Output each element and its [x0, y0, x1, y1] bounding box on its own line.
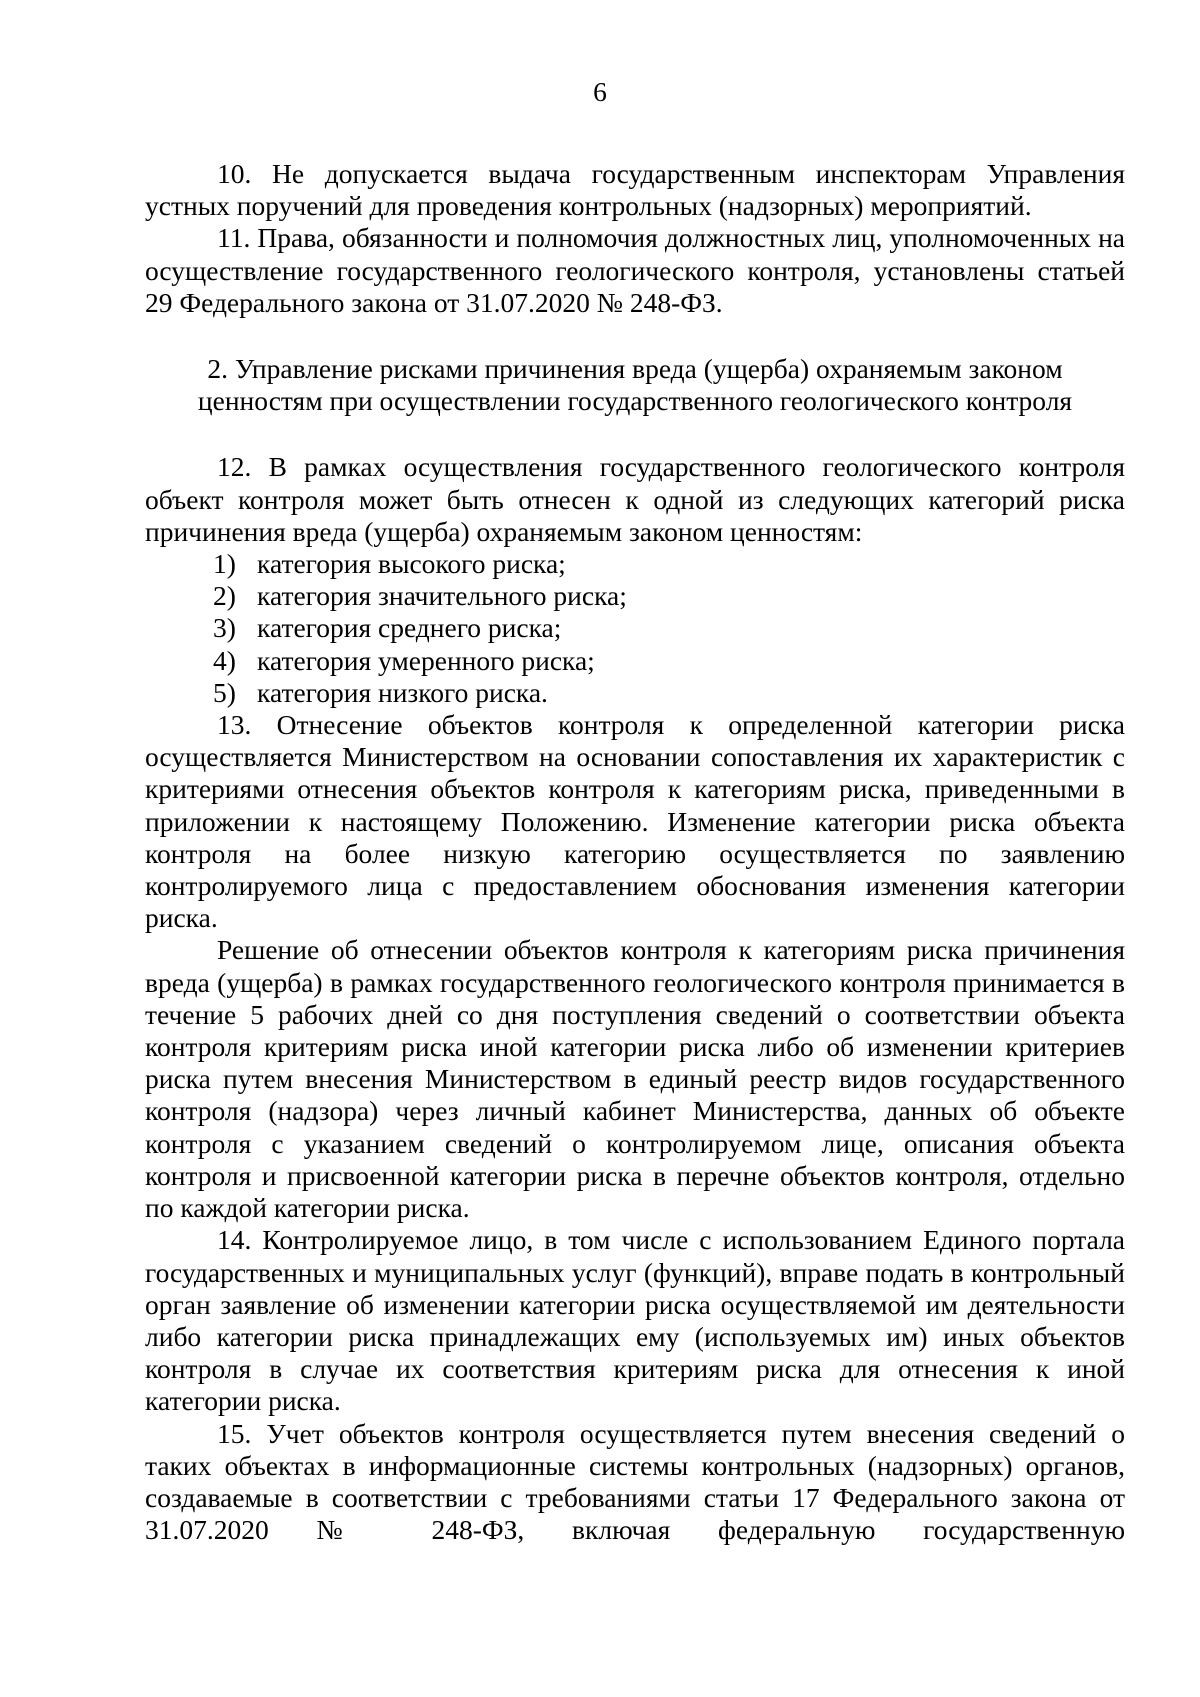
section-heading-line-2: ценностям при осуществлении государственного геологического контроля — [197, 385, 1073, 417]
list-item — [145, 677, 1125, 709]
risk-category-list — [145, 548, 1125, 709]
section-heading-line-1: 2. Управление рисками причинения вреда (ущерба) охраняемым законом — [207, 353, 1063, 385]
page-number: 6 — [593, 76, 607, 107]
list-item-number: 2) — [213, 580, 236, 612]
list-item-text: категория значительного риска; — [257, 580, 627, 612]
list-item-text: категория высокого риска; — [257, 548, 566, 580]
list-item — [145, 580, 1125, 612]
list-item — [145, 612, 1125, 644]
list-item — [145, 548, 1125, 580]
document-body — [145, 158, 1125, 1546]
paragraph-10: 10. Не допускается выдача государственным инспекторам Управления устных поручений для проведения контрольных (надзорных) мероприятий. — [145, 158, 1125, 222]
paragraph-11: 11. Права, обязанности и полномочия должностных лиц, уполномоченных на осуществление государственного геологического контроля, установлены статьей 29 Федерального закона от 31.07.2020 № 248-ФЗ. — [145, 222, 1125, 318]
section-heading — [145, 353, 1125, 417]
paragraph-13: 13. Отнесение объектов контроля к определенной категории риска осуществляется Министерством на основании сопоставления их характеристик с критериями отнесения объектов контроля к категориям риска, приведенными в приложении к настоящему Положению. Изменение категории риска объекта контроля на более низкую категорию осуществляется по заявлению контролируемого лица с предоставлением обоснования изменения категории риска. — [145, 709, 1125, 934]
list-item-text: категория умеренного риска; — [257, 644, 595, 676]
list-item — [145, 645, 1125, 677]
paragraph-12: 12. В рамках осуществления государственного геологического контроля объект контроля может быть отнесен к одной из следующих категорий риска причинения вреда (ущерба) охраняемым законом ценностям: — [145, 451, 1125, 547]
list-item-text: категория среднего риска; — [257, 612, 562, 644]
list-item-number: 4) — [213, 644, 236, 676]
list-item-text: категория низкого риска. — [257, 676, 548, 708]
paragraph-14: 14. Контролируемое лицо, в том числе с использованием Единого портала государственных и муниципальных услуг (функций), вправе подать в контрольный орган заявление об изменении категории риска осуществляемой им деятельности либо категории риска принадлежащих ему (используемых им) иных объектов контроля в случае их соответствия критериям риска для отнесения к иной категории риска. — [145, 1224, 1125, 1417]
list-item-number: 1) — [213, 548, 236, 580]
paragraph-13-decision: Решение об отнесении объектов контроля к категориям риска причинения вреда (ущерба) в рамках государственного геологического контроля принимается в течение 5 рабочих дней со дня поступления сведений о соответствии объекта контроля критериям риска иной категории риска либо об изменении критериев риска путем внесения Министерством в единый реестр видов государственного контроля (надзора) через личный кабинет Министерства, данных об объекте контроля с указанием сведений о контролируемом лице, описания объекта контроля и присвоенной категории риска в перечне объектов контроля, отдельно по каждой категории риска. — [145, 934, 1125, 1224]
list-item-number: 3) — [213, 612, 236, 644]
paragraph-15: 15. Учет объектов контроля осуществляется путем внесения сведений о таких объектах в информационные системы контрольных (надзорных) органов, создаваемые в соответствии с требованиями статьи 17 Федерального закона от 31.07.2020 № 248-ФЗ, включая федеральную государственную — [145, 1417, 1125, 1546]
list-item-number: 5) — [213, 676, 236, 708]
